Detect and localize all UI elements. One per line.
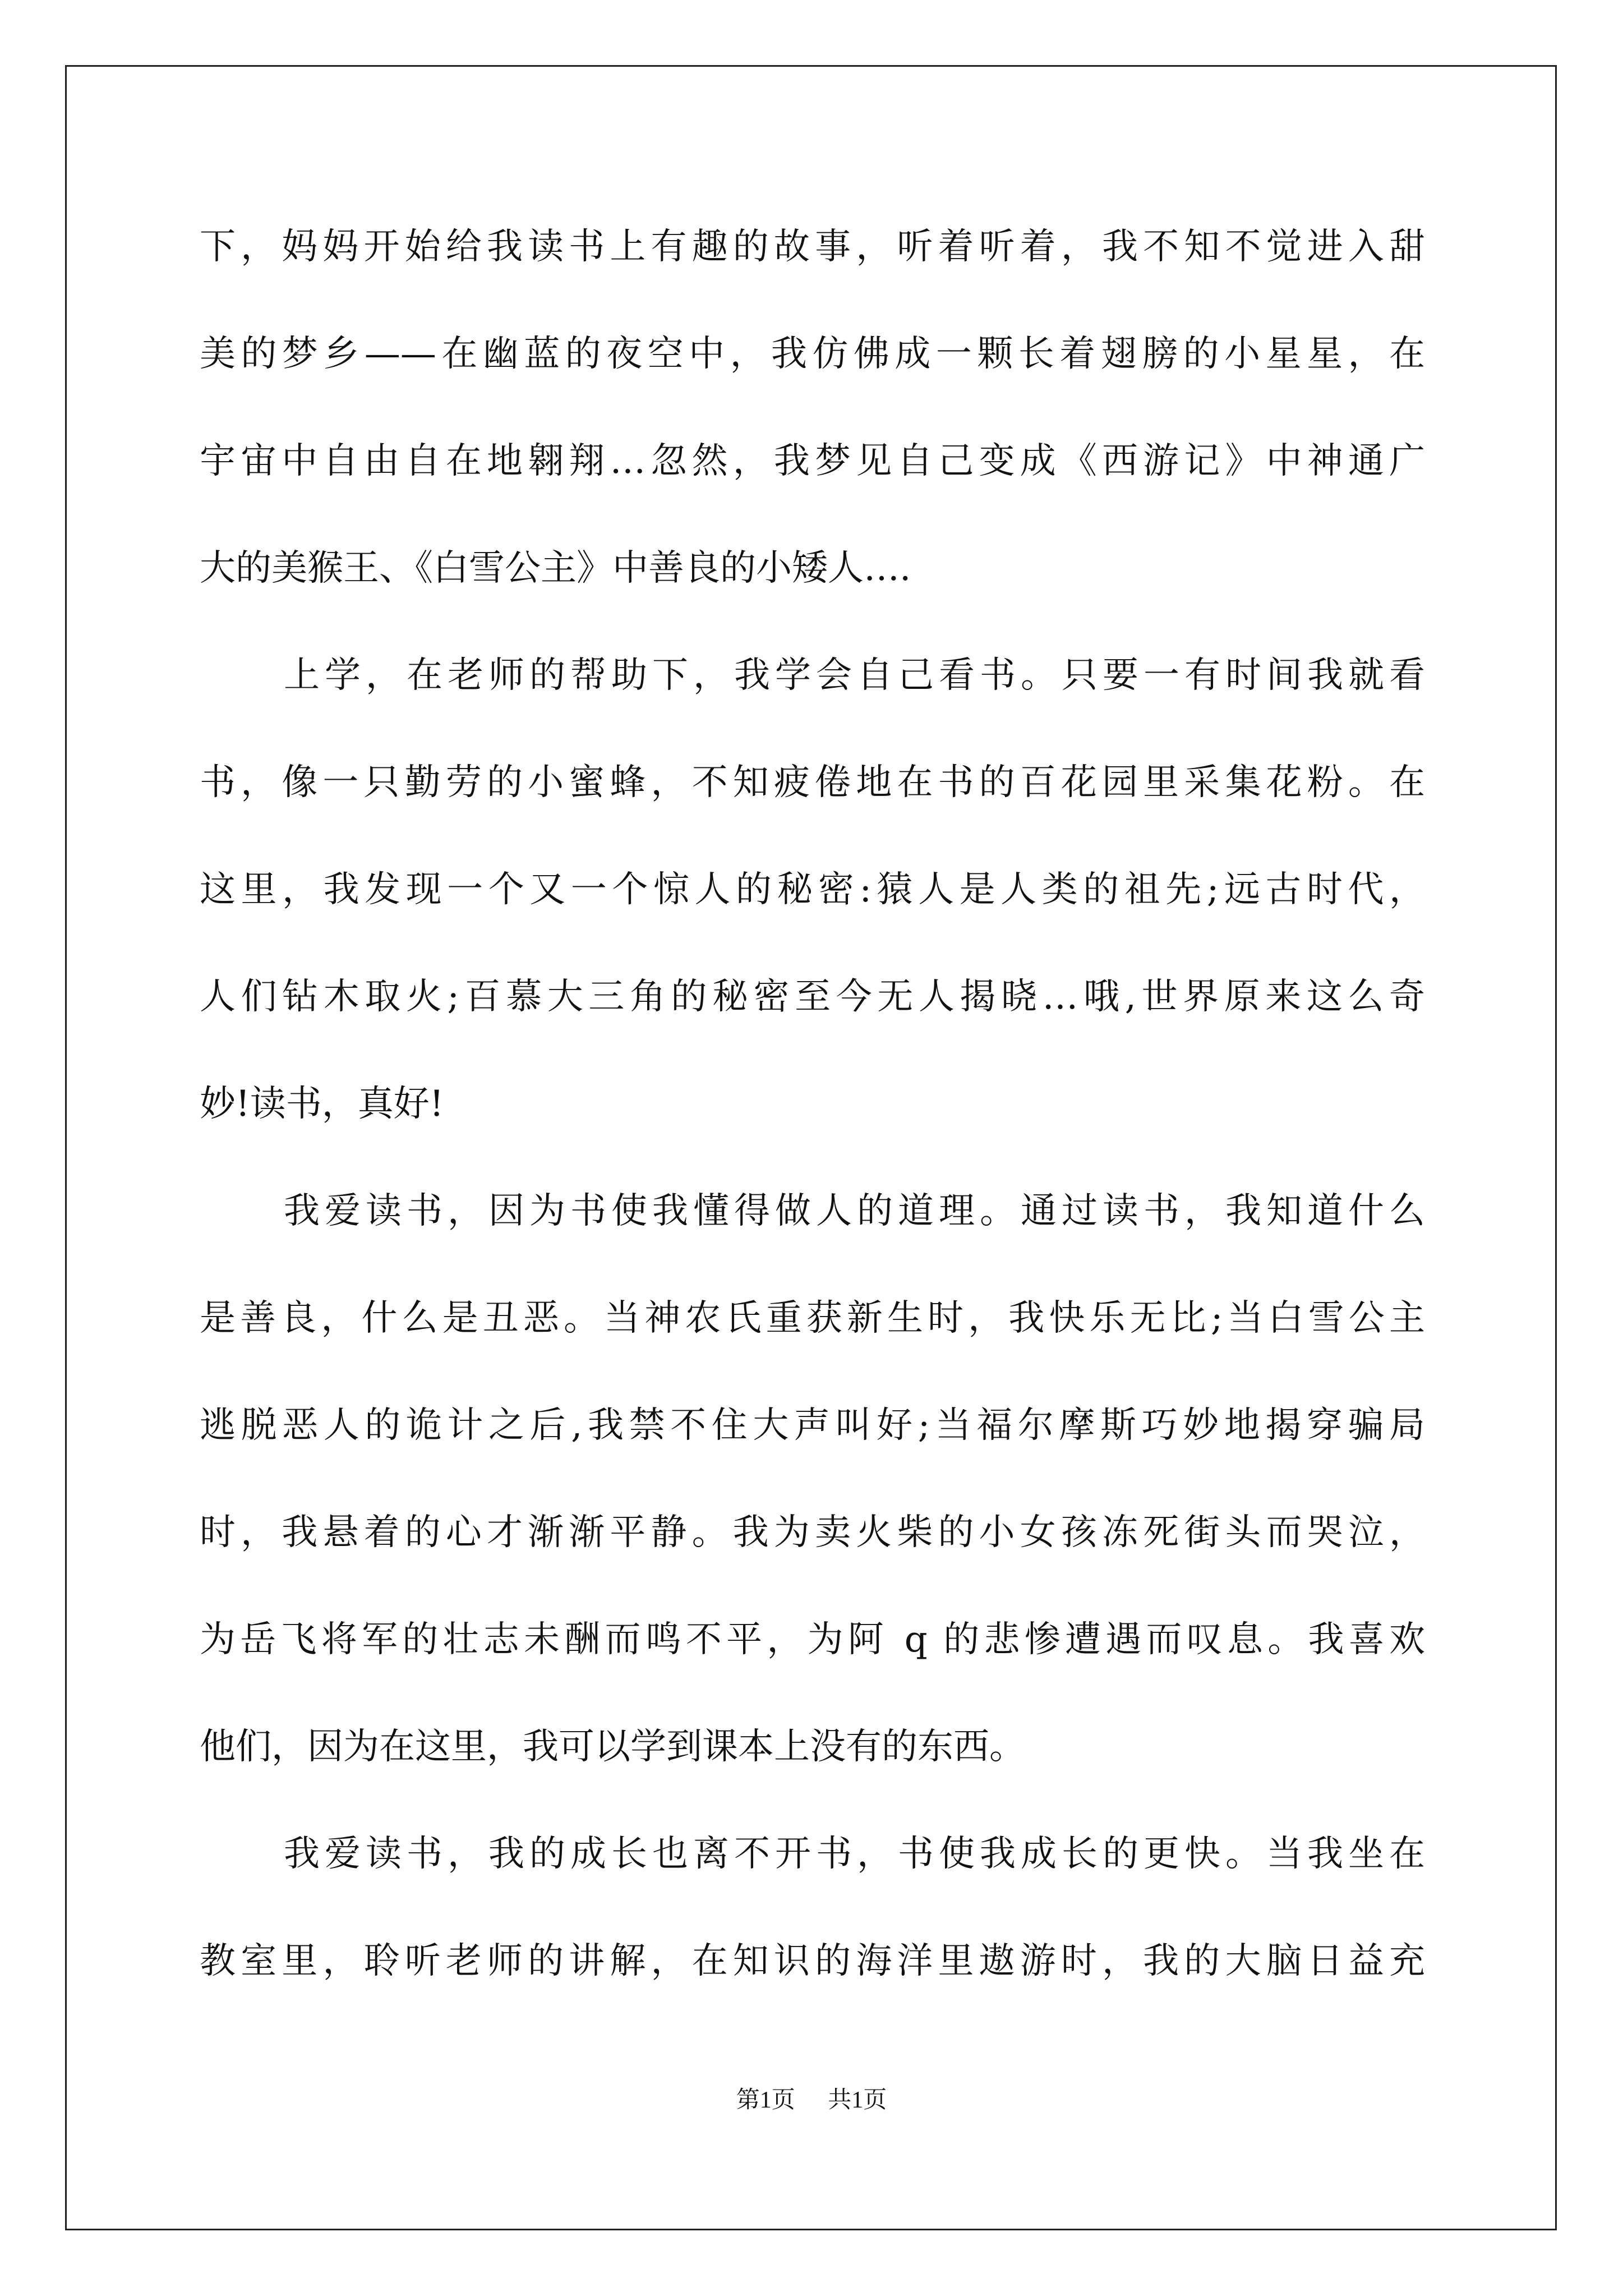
page-footer [0, 2081, 1623, 2115]
text-line: 妙!读书，真好! [200, 1083, 444, 1125]
text-line: 逃脱恶人的诡计之后,我禁不住大声叫好;当福尔摩斯巧妙地揭穿骗局 [200, 1405, 1425, 1446]
text-line: 下，妈妈开始给我读书上有趣的故事，听着听着，我不知不觉进入甜 [200, 226, 1425, 268]
text-line: 我爱读书，因为书使我懂得做人的道理。通过读书，我知道什么 [284, 1190, 1425, 1232]
text-line: 美的梦乡——在幽蓝的夜空中，我仿佛成一颗长着翅膀的小星星，在 [200, 333, 1425, 375]
text-line: 书，像一只勤劳的小蜜蜂，不知疲倦地在书的百花园里采集花粉。在 [200, 762, 1425, 803]
page-number: 第1页 [736, 2087, 795, 2113]
text-line: 大的美猴王、《白雪公主》中善良的小矮人…. [200, 547, 911, 589]
text-line: 宇宙中自由自在地翱翔…忽然，我梦见自己变成《西游记》中神通广 [200, 440, 1425, 482]
text-line: 他们，因为在这里，我可以学到课本上没有的东西。 [200, 1726, 1025, 1768]
text-line: 为岳飞将军的壮志未酬而鸣不平，为阿 q 的悲惨遭遇而叹息。我喜欢 [200, 1619, 1425, 1660]
text-line: 我爱读书，我的成长也离不开书，书使我成长的更快。当我坐在 [284, 1833, 1425, 1875]
text-line: 教室里，聆听老师的讲解，在知识的海洋里遨游时，我的大脑日益充 [200, 1940, 1425, 1982]
text-line: 是善良，什么是丑恶。当神农氏重获新生时，我快乐无比;当白雪公主 [200, 1297, 1425, 1339]
text-line: 人们钻木取火;百慕大三角的秘密至今无人揭晓…哦,世界原来这么奇 [200, 976, 1425, 1018]
document-body [200, 194, 1425, 2015]
page-total: 共1页 [828, 2087, 887, 2113]
text-line: 时，我悬着的心才渐渐平静。我为卖火柴的小女孩冻死街头而哭泣， [200, 1512, 1425, 1553]
text-line: 这里，我发现一个又一个惊人的秘密:猿人是人类的祖先;远古时代， [200, 869, 1425, 910]
text-line: 上学，在老师的帮助下，我学会自己看书。只要一有时间我就看 [284, 655, 1425, 696]
